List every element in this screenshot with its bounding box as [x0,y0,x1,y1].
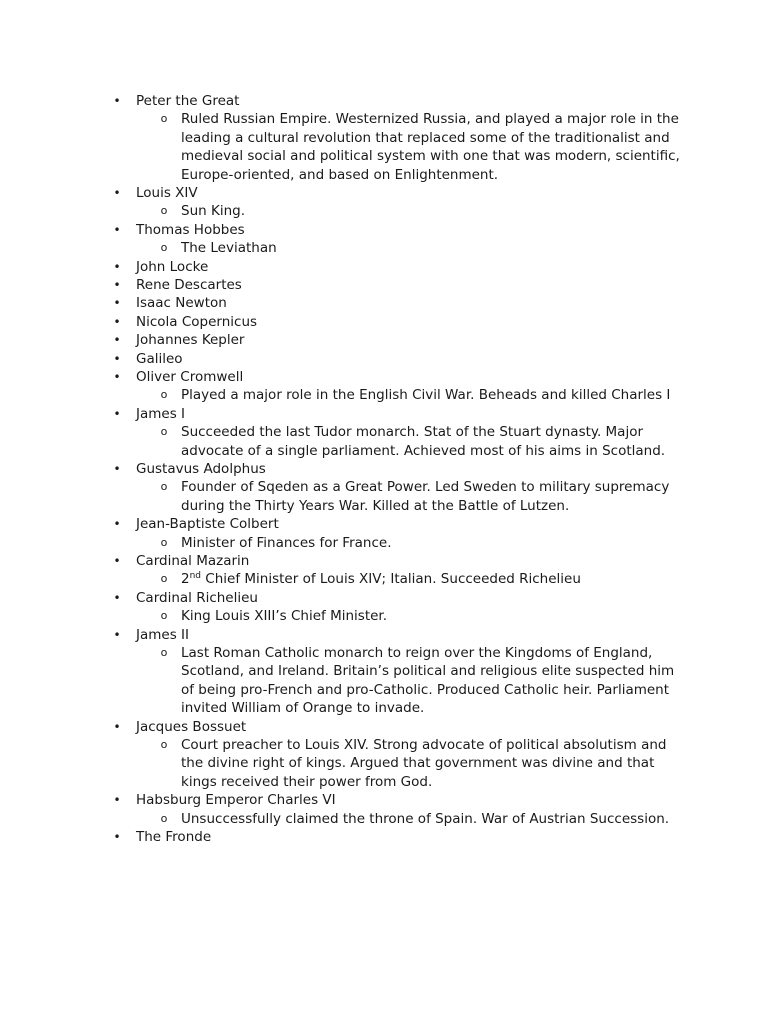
outline-item-row [0,791,768,809]
sub-list-item [0,110,768,184]
circle-bullet-icon: o [160,572,168,586]
sub-list [0,202,768,220]
outline-item-label: Thomas Hobbes [136,221,245,238]
sub-list-text: Minister of Finances for France. [181,534,392,551]
outline-item [0,258,768,276]
outline-item-row [0,313,768,331]
sub-list [0,607,768,625]
sub-list-item [0,810,768,828]
bullet-icon: • [113,351,121,366]
outline-item-label: Isaac Newton [136,295,227,312]
outline-item-row [0,258,768,276]
sub-list-text-rest: Chief Minister of Louis XIV; Italian. Succeeded Richelieu [201,571,581,588]
bullet-icon: • [113,461,121,476]
outline-item-row [0,515,768,533]
outline-item-row [0,350,768,368]
sub-list [0,478,768,515]
outline-item-row [0,718,768,736]
sub-list-text: Ruled Russian Empire. Westernized Russia, and played a major role in the leading a cultural revolution that replaced some of the traditionalist and medieval social and political system with one that was modern, scientific, Europe-oriented, and based on Enlightenment. [181,111,680,183]
outline-item-label: Peter the Great [136,93,240,109]
bullet-icon: • [113,296,121,311]
circle-bullet-icon: o [160,388,168,402]
sub-list [0,570,768,588]
bullet-icon: • [113,406,121,421]
bullet-icon: • [113,369,121,384]
outline-item [0,791,768,828]
bullet-icon: • [113,94,121,108]
outline-item-row [0,552,768,570]
circle-bullet-icon: o [160,241,168,255]
outline-item [0,460,768,515]
bullet-icon: • [113,186,121,201]
circle-bullet-icon: o [160,535,168,549]
ordinal-number: 2 [181,571,190,588]
outline-item-row [0,276,768,294]
outline-item [0,221,768,258]
outline-item-label: Oliver Cromwell [136,368,244,385]
circle-bullet-icon: o [160,112,168,126]
sub-list-text: Last Roman Catholic monarch to reign over the Kingdoms of England, Scotland, and Ireland. Britain’s political and religious elite suspected him of being pro-French and pro-Catholic. Produced Catholic heir. Parliament invited William of Orange to invade. [181,644,675,717]
sub-list-item [0,736,768,791]
outline-item-label: Louis XIV [136,185,198,202]
outline-item-label: John Locke [136,258,209,275]
outline-item [0,294,768,312]
sub-list [0,644,768,718]
circle-bullet-icon: o [160,204,168,218]
sub-list-item [0,386,768,404]
bullet-icon: • [113,793,121,808]
outline-item [0,626,768,718]
outline-item [0,276,768,294]
sub-list [0,423,768,460]
sub-list-text: Founder of Sqeden as a Great Power. Led Sweden to military supremacy during the Thirty Years War. Killed at the Battle of Lutzen. [181,479,670,514]
bullet-icon: • [113,719,121,734]
bullet-icon: • [113,829,121,844]
circle-bullet-icon: o [160,645,168,659]
outline-item-row [0,368,768,386]
outline-item-label: The Fronde [136,828,212,845]
outline-item [0,368,768,405]
sub-list-item [0,644,768,718]
outline-item-row [0,221,768,239]
bullet-icon: • [113,259,121,274]
circle-bullet-icon: o [160,425,168,439]
outline-item [0,718,768,792]
sub-list-text: Unsuccessfully claimed the throne of Spain. War of Austrian Succession. [181,810,670,827]
sub-list-item [0,202,768,220]
bullet-icon: • [113,222,121,237]
outline-item-row [0,184,768,202]
sub-list [0,386,768,404]
outline-item-row [0,589,768,607]
outline-item-label: Cardinal Mazarin [136,552,250,569]
sub-list-text [181,570,681,588]
sub-list-text: King Louis XIII’s Chief Minister. [181,608,388,625]
sub-list-item [0,534,768,552]
bullet-icon: • [113,553,121,568]
sub-list [0,810,768,828]
outline-item-row [0,405,768,423]
sub-list-text: Succeeded the last Tudor monarch. Stat of the Stuart dynasty. Major advocate of a single parliament. Achieved most of his aims in Scotland. [181,424,666,459]
outline-item-row [0,460,768,478]
sub-list-item [0,239,768,257]
sub-list [0,239,768,257]
outline-item [0,184,768,221]
outline-item-label: Jacques Bossuet [136,718,247,735]
outline-item-label: Galileo [136,350,183,367]
outline-item-label: Cardinal Richelieu [136,589,258,606]
outline-item-row [0,331,768,349]
outline-item [0,405,768,460]
sub-list [0,534,768,552]
bullet-icon: • [113,590,121,605]
outline-item-label: Habsburg Emperor Charles VI [136,792,336,809]
sub-list-item [0,423,768,460]
sub-list-text: The Leviathan [181,240,277,257]
outline-item [0,515,768,552]
outline-item [0,313,768,331]
bullet-icon: • [113,517,121,532]
sub-list-text: Sun King. [181,203,245,220]
outline-item [0,552,768,589]
outline-item-row [0,626,768,644]
bullet-icon: • [113,278,121,292]
ordinal-suffix: nd [189,571,202,582]
bullet-icon: • [113,314,121,329]
sub-list-item [0,607,768,625]
outline-item [0,589,768,626]
outline-item-label: Gustavus Adolphus [136,460,266,477]
sub-list [0,110,768,184]
outline-item [0,350,768,368]
sub-list [0,736,768,791]
circle-bullet-icon: o [160,480,168,494]
outline-list [0,92,768,846]
outline-item-row [0,828,768,846]
bullet-icon: • [113,627,121,642]
sub-list-text: Played a major role in the English Civil War. Beheads and killed Charles I [181,387,671,404]
bullet-icon: • [113,333,121,348]
outline-item-label: Jean-Baptiste Colbert [136,516,279,533]
outline-item-row [0,92,768,110]
sub-list-item [0,478,768,515]
circle-bullet-icon: o [160,737,168,751]
outline-item-label: Nicola Copernicus [136,313,258,330]
outline-item [0,92,768,184]
outline-item-label: Rene Descartes [136,277,242,293]
outline-item [0,331,768,349]
sub-list-text: Court preacher to Louis XIV. Strong advocate of political absolutism and the divine right of kings. Argued that government was divine and that kings received their power from God. [181,736,667,790]
outline-item-label: Johannes Kepler [136,332,245,349]
sub-list-item [0,570,768,588]
outline-item-row [0,294,768,312]
circle-bullet-icon: o [160,811,168,825]
outline-item-label: James II [136,626,189,643]
circle-bullet-icon: o [160,609,168,623]
outline-item-label: James I [136,405,186,422]
outline-item [0,828,768,846]
